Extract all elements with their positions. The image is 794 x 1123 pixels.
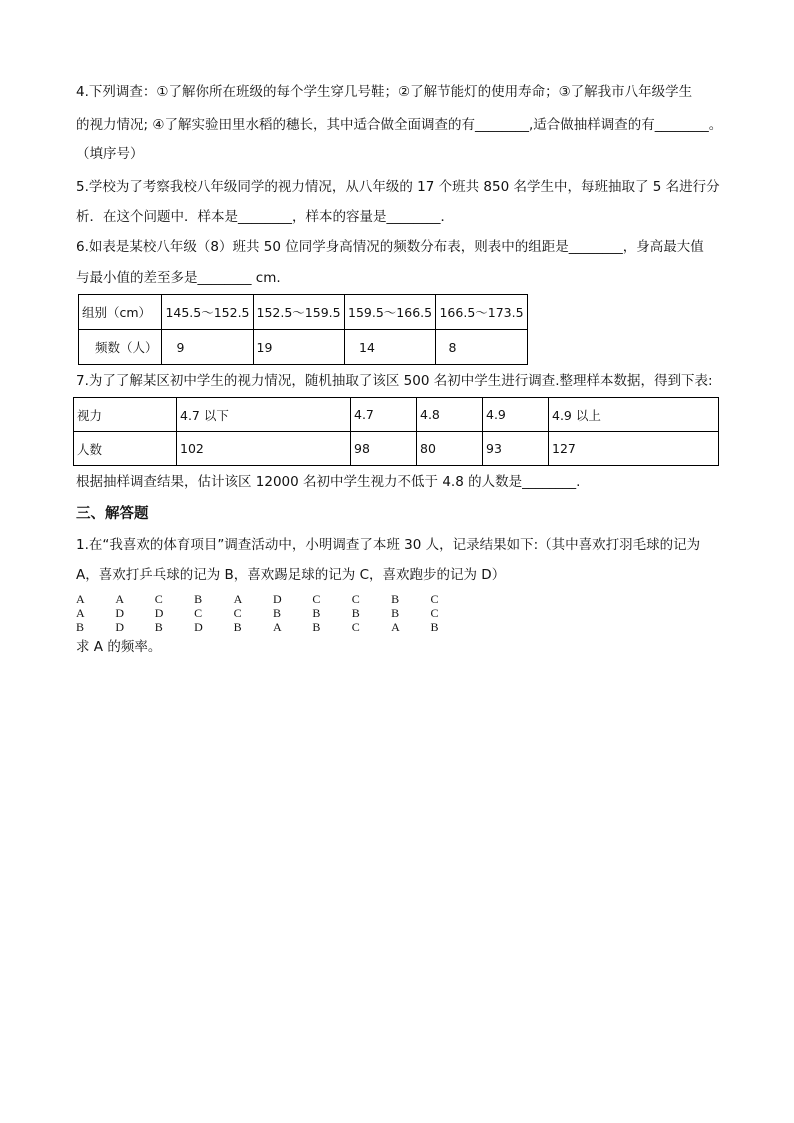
s1-line-2: A，喜欢打乒乓球的记为 B，喜欢踢足球的记为 C，喜欢跑步的记为 D） <box>76 567 506 583</box>
record-cell: B <box>312 620 321 634</box>
record-row <box>76 606 470 620</box>
q7-line-1: 7.为了了解某区初中学生的视力情况，随机抽取了该区 500 名初中学生进行调查.整理样本数据，得到下表: <box>76 373 713 389</box>
table-cell: 组别（cm） <box>79 295 162 330</box>
q4-line-2: 的视力情况; ④了解实验田里水稻的穗长，其中适合做全面调查的有________,适合做抽样调查的有________。 <box>76 117 723 133</box>
record-row <box>76 592 470 606</box>
record-cell: C <box>233 606 242 620</box>
q6-line-1: 6.如表是某校八年级（8）班共 50 位同学身高情况的频数分布表，则表中的组距是________，身高最大值 <box>76 239 704 255</box>
table-cell: 4.8 <box>417 398 483 432</box>
table-cell: 166.5～173.5 <box>436 295 528 330</box>
record-cell: C <box>351 620 360 634</box>
q5-line-1: 5.学校为了考察我校八年级同学的视力情况，从八年级的 17 个班共 850 名学生中，每班抽取了 5 名进行分 <box>76 179 720 195</box>
record-cell: C <box>351 592 360 606</box>
table-cell: 9 <box>162 330 253 365</box>
q4-line-1: 4.下列调查：①了解你所在班级的每个学生穿几号鞋；②了解节能灯的使用寿命；③了解我市八年级学生 <box>76 84 693 100</box>
record-cell: C <box>154 592 163 606</box>
table-cell: 4.7 以下 <box>177 398 351 432</box>
table-cell: 8 <box>436 330 528 365</box>
table-cell: 127 <box>549 432 719 466</box>
table-cell: 152.5～159.5 <box>253 295 344 330</box>
record-cell: A <box>76 606 85 620</box>
record-cell: B <box>391 606 400 620</box>
record-cell: C <box>430 606 439 620</box>
vision-table <box>73 397 719 466</box>
record-cell: C <box>194 606 203 620</box>
record-cell: A <box>272 620 282 634</box>
s1-question: 求 A 的频率。 <box>76 639 162 655</box>
record-cell: D <box>115 606 125 620</box>
table-cell: 19 <box>253 330 344 365</box>
table-cell: 145.5～152.5 <box>162 295 253 330</box>
height-frequency-table <box>78 294 528 365</box>
table-cell: 93 <box>483 432 549 466</box>
record-cell: C <box>312 592 321 606</box>
table-cell: 80 <box>417 432 483 466</box>
record-cell: B <box>154 620 163 634</box>
q4-line-3: （填序号） <box>76 146 144 162</box>
table-cell: 人数 <box>74 432 177 466</box>
record-cell: B <box>391 592 400 606</box>
table-cell: 视力 <box>74 398 177 432</box>
record-cell: A <box>115 592 125 606</box>
table-row <box>74 432 719 466</box>
record-cell: D <box>154 606 164 620</box>
table-cell: 4.9 以上 <box>549 398 719 432</box>
record-cell: D <box>272 592 282 606</box>
record-cell: B <box>351 606 360 620</box>
table-cell: 4.7 <box>351 398 417 432</box>
record-cell: D <box>115 620 125 634</box>
record-row <box>76 620 470 634</box>
table-cell: 159.5～166.5 <box>345 295 436 330</box>
record-cell: A <box>233 592 243 606</box>
record-cell: B <box>312 606 321 620</box>
record-cell: C <box>430 592 439 606</box>
table-cell: 98 <box>351 432 417 466</box>
table-cell: 频数（人） <box>79 330 162 365</box>
record-cell: A <box>76 592 85 606</box>
record-cell: B <box>233 620 242 634</box>
table-cell: 14 <box>345 330 436 365</box>
q6-line-2: 与最小值的差至多是________ cm. <box>76 270 281 286</box>
q5-line-2: 析．在这个问题中．样本是________，样本的容量是________． <box>76 209 454 225</box>
record-cell: B <box>272 606 281 620</box>
table-header-row <box>79 295 528 330</box>
record-cell: A <box>391 620 400 634</box>
table-cell: 102 <box>177 432 351 466</box>
record-cell: D <box>194 620 203 634</box>
table-row <box>79 330 528 365</box>
q7-line-2: 根据抽样调查结果，估计该区 12000 名初中学生视力不低于 4.8 的人数是________. <box>76 474 581 490</box>
section-title: 三、解答题 <box>76 506 149 522</box>
record-cell: B <box>430 620 439 634</box>
record-cell: B <box>76 620 85 634</box>
table-header-row <box>74 398 719 432</box>
record-cell: B <box>194 592 203 606</box>
table-cell: 4.9 <box>483 398 549 432</box>
s1-line-1: 1.在“我喜欢的体育项目”调查活动中，小明调查了本班 30 人，记录结果如下:（其中喜欢打羽毛球的记为 <box>76 537 701 553</box>
